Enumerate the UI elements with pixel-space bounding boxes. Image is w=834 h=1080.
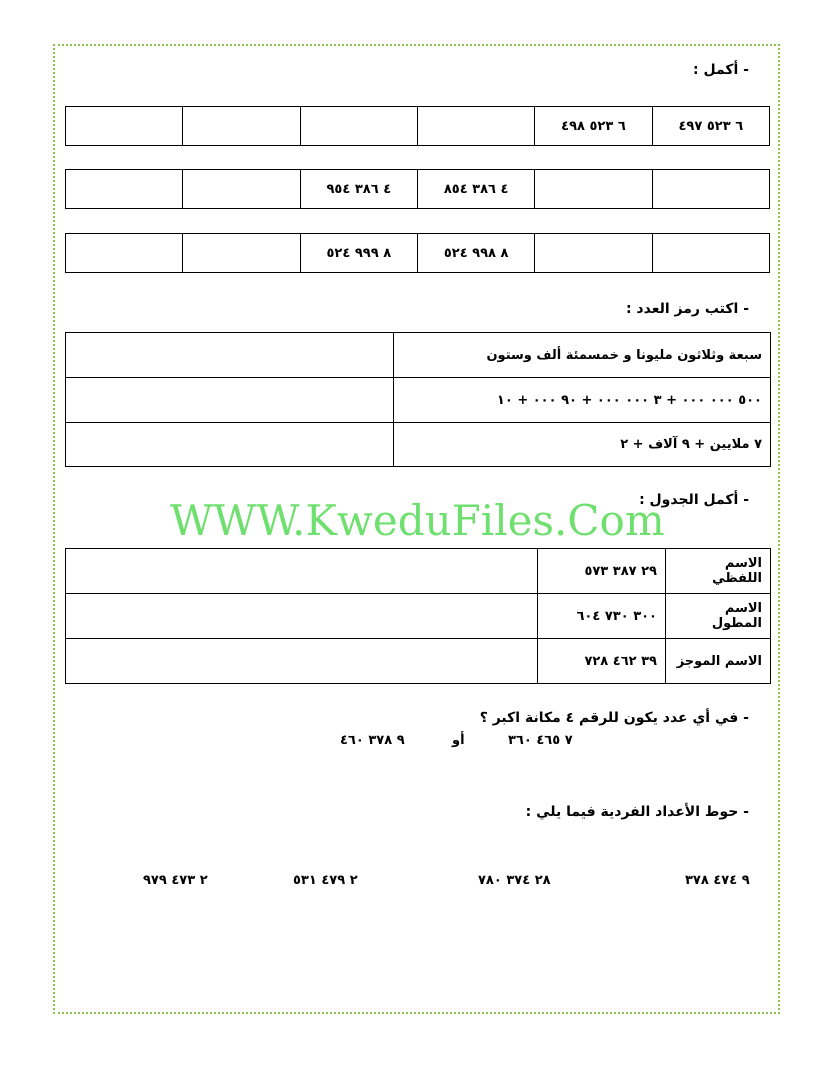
word-form-cell: سبعة وثلاثون مليونا و خمسمئة ألف وستون [394, 333, 771, 378]
cell[interactable] [652, 170, 769, 209]
number-item[interactable]: ٢ ٤٧٩ ٥٣١ [293, 873, 358, 888]
cell: ٤ ٣٨٦ ٨٥٤ [417, 170, 534, 209]
forms-table [65, 548, 771, 684]
cell[interactable] [652, 234, 769, 273]
label-cell: الاسم اللفظي [666, 549, 771, 594]
watermark: WWW.KweduFiles.Com [170, 496, 665, 545]
cell[interactable] [300, 107, 417, 146]
value-cell: ٢٩ ٣٨٧ ٥٧٣ [538, 549, 666, 594]
number-item[interactable]: ٢٨ ٣٧٤ ٧٨٠ [478, 873, 551, 888]
cell[interactable] [66, 234, 183, 273]
or-label: أو [452, 733, 465, 748]
cell: ٨ ٩٩٨ ٥٢٤ [417, 234, 534, 273]
answer-cell[interactable] [66, 594, 538, 639]
number-item[interactable]: ٩ ٤٧٤ ٣٧٨ [685, 873, 750, 888]
cell: ٨ ٩٩٩ ٥٢٤ [300, 234, 417, 273]
label-cell: الاسم الموجز [666, 639, 771, 684]
sequence-table-1 [65, 106, 770, 146]
cell[interactable] [417, 107, 534, 146]
heading-circle-odd: - حوط الأعداد الفردية فيما يلي : [525, 804, 749, 820]
cell[interactable] [535, 170, 652, 209]
cell: ٦ ٥٢٣ ٤٩٧ [652, 107, 769, 146]
cell[interactable] [183, 234, 300, 273]
short-form-cell: ٧ ملايين + ٩ آلاف + ٢ [394, 423, 771, 467]
expanded-form-cell: ٥٠٠ ٠٠٠ ٠٠٠ + ٣ ٠٠٠ ٠٠٠ + ٩٠ ٠٠٠ + ١٠ [394, 378, 771, 423]
cell: ٦ ٥٢٣ ٤٩٨ [535, 107, 652, 146]
option-number-2[interactable]: ٩ ٣٧٨ ٤٦٠ [340, 733, 405, 748]
cell[interactable] [66, 170, 183, 209]
heading-complete-table: - أكمل الجدول : [639, 492, 749, 508]
answer-cell[interactable] [66, 639, 538, 684]
cell: ٤ ٣٨٦ ٩٥٤ [300, 170, 417, 209]
write-number-table [65, 332, 771, 467]
value-cell: ٣٠٠ ٧٣٠ ٦٠٤ [538, 594, 666, 639]
cell[interactable] [535, 234, 652, 273]
heading-complete: - أكمل : [693, 62, 749, 78]
cell[interactable] [183, 170, 300, 209]
answer-cell[interactable] [66, 333, 394, 378]
option-number-1[interactable]: ٧ ٤٦٥ ٣٦٠ [508, 733, 573, 748]
sequence-table-2 [65, 169, 770, 209]
value-cell: ٣٩ ٤٦٢ ٧٢٨ [538, 639, 666, 684]
heading-write-number: - اكتب رمز العدد : [625, 301, 749, 317]
cell[interactable] [183, 107, 300, 146]
answer-cell[interactable] [66, 423, 394, 467]
number-item[interactable]: ٢ ٤٧٣ ٩٧٩ [143, 873, 208, 888]
answer-cell[interactable] [66, 378, 394, 423]
answer-cell[interactable] [66, 549, 538, 594]
label-cell: الاسم المطول [666, 594, 771, 639]
heading-place-value-question: - في أي عدد يكون للرقم ٤ مكانة اكبر ؟ [479, 710, 749, 726]
cell[interactable] [66, 107, 183, 146]
sequence-table-3 [65, 233, 770, 273]
